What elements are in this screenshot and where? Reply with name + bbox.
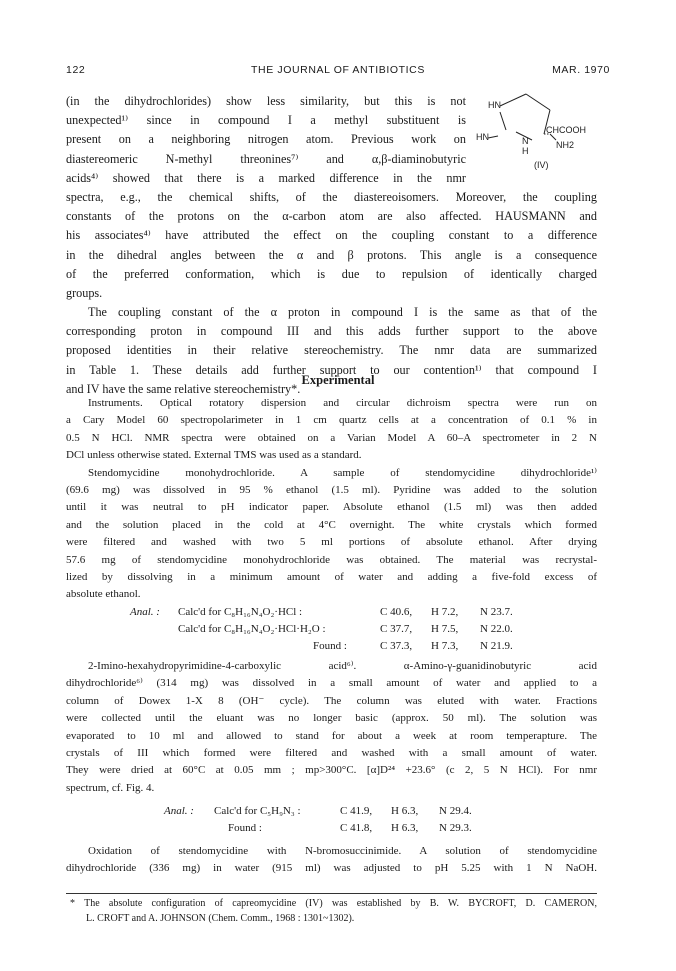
analysis-nitrogen: N 29.3. (439, 822, 472, 834)
analysis-nitrogen: N 23.7. (480, 606, 513, 618)
text-line: acids⁴⁾ showed that there is a marked difference in the nmr (66, 170, 466, 185)
text-line: were filtered and washed with two 5 ml portions of absolute ethanol. After drying (66, 536, 597, 549)
text-line: were collected until the eluant was no longer basic (approx. 50 ml). The solution was (66, 712, 597, 725)
text-line: 2-Imino-hexahydropyrimidine-4-carboxylic acid⁶⁾. α-Amino-γ-guanidinobutyric acid (88, 660, 597, 672)
structure-label-nh2: NH2 (556, 140, 575, 150)
text-line: spectra, e.g., the chemical shifts, of the diastereoisomers. Moreover, the coupling (66, 189, 597, 204)
text-line: They were dried at 60°C at 0.05 mm ; mp>300°C. [α]D²⁴ +23.6° (c 2, 5 N HCl). For nmr (66, 764, 597, 777)
text-line: (69.6 mg) was dissolved in 95 % ethanol (1.5 ml). Pyridine was added to the solution (66, 483, 597, 496)
section-title-experimental: Experimental (301, 373, 375, 387)
intro-paragraphs (66, 92, 597, 399)
footnote-line: L. CROFT and A. JOHNSON (Chem. Comm., 1968 : 1301~1302). (86, 913, 355, 924)
text-line: constants of the protons on the α-carbon atom are also affected. HAUSMANN and (66, 209, 597, 224)
analysis-hydrogen: H 6.3, (391, 805, 419, 817)
text-line: and IV have the same relative stereochemistry*. (66, 381, 301, 396)
analysis-carbon: C 40.6, (380, 606, 413, 618)
structure-label-hn-left: HN (476, 132, 489, 142)
text-line: column of Dowex 1-X 8 (OH⁻ cycle). The column was eluted with water. Fractions (66, 694, 597, 707)
text-line: of the preferred conformation, which is due to repulsion of identically charged (66, 266, 597, 281)
analysis-formula: Calc'd for C₈H₁₆N₄O₂·HCl : (178, 606, 303, 618)
text-line: in the dihedral angles between the α and β protons. This angle is a consequence (66, 247, 597, 262)
structure-caption: (IV) (534, 160, 549, 170)
analysis-hydrogen: H 7.3, (431, 640, 459, 652)
text-line: his associates⁴⁾ have attributed the effect on the coupling constant to a difference (66, 228, 597, 243)
text-line: proposed identities in their relative stereochemistry. The nmr data are summarized (66, 343, 597, 358)
analysis-nitrogen: N 22.0. (480, 623, 513, 635)
text-line: absolute ethanol. (66, 588, 141, 601)
text-line: unexpected¹⁾ since in compound I a methyl substituent is (66, 113, 466, 128)
text-line: present on a neighboring nitrogen atom. Previous work on (66, 132, 466, 147)
analysis-nitrogen: N 29.4. (439, 805, 472, 817)
analysis-label: Anal. : (130, 606, 160, 618)
analysis-row (0, 820, 676, 837)
journal-title: THE JOURNAL OF ANTIBIOTICS (251, 64, 425, 76)
text-line: Instruments. Optical rotatory dispersion and circular dichroism spectra were run on (88, 397, 597, 409)
footnote-divider (66, 893, 597, 894)
issue-date: MAR. 1970 (552, 64, 610, 76)
footnote-line: * The absolute configuration of capreomycidine (IV) was established by B. W. BYCROFT, D. CAMERON, (70, 898, 597, 909)
analysis-found: Found : (313, 640, 347, 652)
text-line: Oxidation of stendomycidine with N-bromosuccinimide. A solution of stendomycidine (88, 845, 597, 857)
analysis-carbon: C 37.7, (380, 623, 413, 635)
analysis-hydrogen: H 7.2, (431, 606, 459, 618)
page-number: 122 (66, 64, 86, 76)
pyrimidine-paragraph (66, 658, 597, 797)
text-line: spectrum, cf. Fig. 4. (66, 781, 155, 794)
text-line: Stendomycidine monohydrochloride. A sample of stendomycidine dihydrochloride¹⁾ (88, 466, 597, 479)
analysis-formula: Calc'd for C₈H₁₆N₄O₂·HCl·H₂O : (178, 623, 326, 635)
analysis-row (0, 638, 676, 655)
structure-label-chcooh: CHCOOH (546, 125, 586, 135)
structure-label-n: N (522, 136, 529, 146)
text-line: until it was neutral to pH indicator paper. Absolute ethanol (1.5 ml) was then added (66, 501, 597, 514)
text-line: and the solution placed in the cold at 4°C overnight. The white crystals which formed (66, 518, 597, 531)
structure-label-h: H (522, 146, 529, 156)
analysis-row (0, 803, 676, 820)
text-line: lized by dissolving in a minimum amount of water and adding a five-fold excess of (66, 570, 597, 583)
text-line: in Table 1. These details add further support to our contention¹⁾ that compound I (66, 362, 597, 377)
experimental-paragraphs (66, 395, 597, 604)
analysis-nitrogen: N 21.9. (480, 640, 513, 652)
oxidation-paragraph (66, 843, 597, 878)
text-line: groups. (66, 285, 103, 300)
analysis-hydrogen: H 6.3, (391, 822, 419, 834)
text-line: crystals of III which formed were filtered and washed with a small amount of water. (66, 746, 597, 759)
structure-label-hn-top: HN (488, 100, 501, 110)
analysis-row (0, 621, 676, 638)
text-line: evaporated to 10 ml and allowed to stand for about a week at room temperapture. The (66, 729, 597, 742)
analysis-formula: Calc'd for C₅H₉N₃ : (214, 805, 301, 817)
text-line: 57.6 mg of stendomycidine monohydrochloride was obtained. The material was recrystal- (66, 553, 597, 566)
text-line: The coupling constant of the α proton in compound I is the same as that of the (88, 305, 597, 320)
analysis-carbon: C 41.9, (340, 805, 373, 817)
text-line: corresponding proton in compound III and this adds further support to the above (66, 324, 597, 339)
analysis-carbon: C 37.3, (380, 640, 413, 652)
text-line: DCl unless otherwise stated. External TMS was used as a standard. (66, 449, 362, 462)
analysis-found: Found : (228, 822, 262, 834)
text-line: 0.5 N HCl. NMR spectra were obtained on a Varian Model A 60–A spectrometer in 2 N (66, 431, 597, 444)
text-line: (in the dihydrochlorides) show less similarity, but this is not (66, 94, 466, 108)
analysis-label: Anal. : (164, 805, 194, 817)
text-line: dihydrochloride⁶⁾ (314 mg) was dissolved in a small amount of water and applied to a (66, 677, 597, 690)
text-line: dihydrochloride (336 mg) in water (915 ml) was adjusted to pH 5.25 with 1 N NaOH. (66, 862, 597, 875)
analysis-row (0, 604, 676, 621)
text-line: a Cary Model 60 spectropolarimeter in 1 cm quartz cells at a concentration of 0.1 % in (66, 414, 597, 427)
analysis-hydrogen: H 7.5, (431, 623, 459, 635)
text-line: diastereomeric N-methyl threonines⁷⁾ and α,β-diaminobutyric (66, 151, 466, 166)
analysis-carbon: C 41.8, (340, 822, 373, 834)
footnote (66, 896, 597, 926)
